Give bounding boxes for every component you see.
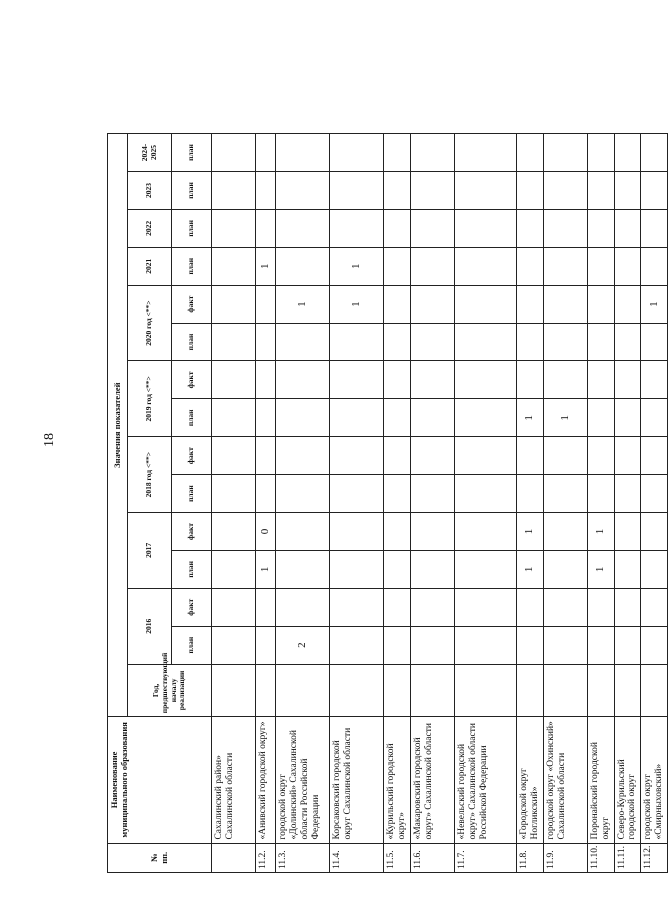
value-cell: [516, 134, 543, 172]
municipality-name: «Макаровский городской округ» Сахалинской области: [410, 717, 454, 843]
value-cell: [410, 285, 454, 323]
value-cell: [410, 475, 454, 513]
value-cell: [641, 172, 668, 210]
table-row: [614, 134, 641, 873]
header-values: Значения показателей: [108, 134, 128, 717]
value-cell: [614, 285, 641, 323]
value-cell: 1: [256, 550, 276, 588]
value-cell: [543, 323, 587, 361]
value-cell: [212, 399, 256, 437]
value-cell: [516, 209, 543, 247]
row-number: 11.2.: [256, 843, 276, 872]
value-cell: [330, 399, 384, 437]
row-number: 11.6.: [410, 843, 454, 872]
header-year-2017: 2017: [128, 513, 172, 589]
value-cell: [454, 664, 516, 717]
value-cell: [516, 626, 543, 664]
value-cell: [614, 172, 641, 210]
value-cell: 1: [256, 247, 276, 285]
value-cell: [587, 664, 614, 717]
value-cell: [614, 513, 641, 551]
value-cell: [330, 475, 384, 513]
value-cell: 1: [330, 285, 384, 323]
value-cell: 1: [587, 550, 614, 588]
value-cell: [454, 209, 516, 247]
value-cell: [587, 134, 614, 172]
value-cell: [330, 437, 384, 475]
value-cell: [641, 588, 668, 626]
value-cell: [384, 513, 411, 551]
value-cell: [516, 172, 543, 210]
table-row: [276, 134, 330, 873]
value-cell: [410, 172, 454, 210]
value-cell: [641, 550, 668, 588]
value-cell: [384, 323, 411, 361]
value-cell: [384, 172, 411, 210]
value-cell: [256, 134, 276, 172]
value-cell: [587, 588, 614, 626]
header-year-2021: 2021: [128, 247, 172, 285]
municipality-name: городской округ «Охинский» Сахалинской области: [543, 717, 587, 843]
value-cell: [543, 172, 587, 210]
value-cell: [212, 626, 256, 664]
value-cell: [410, 399, 454, 437]
value-cell: [543, 285, 587, 323]
value-cell: [212, 361, 256, 399]
value-cell: [516, 588, 543, 626]
value-cell: [330, 550, 384, 588]
value-cell: [410, 588, 454, 626]
value-cell: [212, 134, 256, 172]
header-plan-13: план: [172, 134, 212, 172]
header-year-2022: 2022: [128, 209, 172, 247]
value-cell: [330, 588, 384, 626]
value-cell: 1: [516, 550, 543, 588]
value-cell: [587, 285, 614, 323]
value-cell: 1: [276, 285, 330, 323]
value-cell: [516, 475, 543, 513]
value-cell: [276, 550, 330, 588]
value-cell: [587, 172, 614, 210]
header-year-2019: 2019 год <**>: [128, 361, 172, 437]
value-cell: [410, 134, 454, 172]
value-cell: [276, 399, 330, 437]
value-cell: [543, 247, 587, 285]
row-number: 11.5.: [384, 843, 411, 872]
value-cell: [614, 664, 641, 717]
value-cell: [454, 550, 516, 588]
value-cell: [641, 475, 668, 513]
value-cell: [454, 285, 516, 323]
value-cell: [641, 209, 668, 247]
value-cell: [410, 247, 454, 285]
header-year-2020: 2020 год <**>: [128, 285, 172, 361]
value-cell: [330, 513, 384, 551]
value-cell: [384, 626, 411, 664]
value-cell: [641, 399, 668, 437]
municipality-name: Поронайский городской округ: [587, 717, 614, 843]
value-cell: [330, 172, 384, 210]
value-cell: [212, 588, 256, 626]
value-cell: [516, 247, 543, 285]
value-cell: [543, 626, 587, 664]
value-cell: [330, 664, 384, 717]
value-cell: [587, 475, 614, 513]
value-cell: [516, 664, 543, 717]
value-cell: [587, 247, 614, 285]
value-cell: [276, 664, 330, 717]
value-cell: [454, 588, 516, 626]
value-cell: [410, 550, 454, 588]
value-cell: [454, 247, 516, 285]
row-number: 11.10.: [587, 843, 614, 872]
table-row: [454, 134, 516, 873]
value-cell: [641, 437, 668, 475]
value-cell: [614, 550, 641, 588]
value-cell: 1: [641, 285, 668, 323]
value-cell: [454, 626, 516, 664]
value-cell: [543, 437, 587, 475]
value-cell: [256, 285, 276, 323]
value-cell: 1: [516, 513, 543, 551]
row-number: 11.3.: [276, 843, 330, 872]
value-cell: [614, 475, 641, 513]
value-cell: [543, 588, 587, 626]
header-plan-12: план: [172, 172, 212, 210]
value-cell: [587, 209, 614, 247]
value-cell: [384, 247, 411, 285]
value-cell: [256, 399, 276, 437]
value-cell: [516, 285, 543, 323]
value-cell: [212, 550, 256, 588]
value-cell: [256, 664, 276, 717]
row-number: 11.7.: [454, 843, 516, 872]
value-cell: [330, 626, 384, 664]
value-cell: [543, 134, 587, 172]
page-number: 18: [42, 433, 57, 447]
municipality-name: городской округ «Долинский» Сахалинской области Российской Федерации: [276, 717, 330, 843]
header-fact-1: факт: [172, 588, 212, 626]
header-num: № пп.: [108, 843, 212, 872]
value-cell: [410, 626, 454, 664]
value-cell: [212, 247, 256, 285]
value-cell: [212, 513, 256, 551]
value-cell: [330, 209, 384, 247]
value-cell: [330, 361, 384, 399]
value-cell: [256, 361, 276, 399]
table-row: [330, 134, 384, 873]
value-cell: [454, 134, 516, 172]
value-cell: [614, 588, 641, 626]
value-cell: [614, 399, 641, 437]
value-cell: [410, 664, 454, 717]
value-cell: [516, 323, 543, 361]
value-cell: [587, 437, 614, 475]
value-cell: [276, 209, 330, 247]
value-cell: [384, 285, 411, 323]
value-cell: [410, 361, 454, 399]
value-cell: [276, 134, 330, 172]
row-number: 11.12.: [641, 843, 668, 872]
municipality-name: Сахалинский район» Сахалинской области: [212, 717, 256, 843]
value-cell: [212, 323, 256, 361]
value-cell: [276, 323, 330, 361]
header-plan-10: план: [172, 247, 212, 285]
value-cell: [454, 513, 516, 551]
value-cell: [641, 513, 668, 551]
value-cell: [543, 361, 587, 399]
header-year-2016: 2016: [128, 588, 172, 664]
header-year-2023: 2023: [128, 172, 172, 210]
value-cell: [410, 437, 454, 475]
value-cell: 1: [516, 399, 543, 437]
value-cell: [614, 437, 641, 475]
header-name: Наименование муниципального образования: [108, 717, 212, 843]
header-year-2024-2025: 2024-2025: [128, 134, 172, 172]
value-cell: [454, 361, 516, 399]
value-cell: [454, 399, 516, 437]
value-cell: [256, 172, 276, 210]
value-cell: [516, 361, 543, 399]
municipality-name: Северо-Курильский городской округ: [614, 717, 641, 843]
value-cell: [384, 588, 411, 626]
value-cell: 0: [256, 513, 276, 551]
municipality-name: «Анивский городской округ»: [256, 717, 276, 843]
value-cell: [276, 361, 330, 399]
municipality-name: городской округ «Смирныховский»: [641, 717, 668, 843]
value-cell: [641, 323, 668, 361]
table-row: [256, 134, 276, 873]
value-cell: [276, 247, 330, 285]
value-cell: [256, 475, 276, 513]
table-row: [212, 134, 256, 873]
value-cell: [212, 664, 256, 717]
indicators-table: [107, 133, 668, 873]
municipality-name: «Невельский городской округ» Сахалинской области Российской Федерации: [454, 717, 516, 843]
table-row: [410, 134, 454, 873]
header-plan-8: план: [172, 323, 212, 361]
value-cell: [587, 399, 614, 437]
header-fact-5: факт: [172, 437, 212, 475]
municipality-name: Корсаковский городской округ Сахалинской области: [330, 717, 384, 843]
value-cell: [543, 550, 587, 588]
municipality-name: «Городской округ Ногликский»: [516, 717, 543, 843]
value-cell: [212, 285, 256, 323]
value-cell: [276, 437, 330, 475]
value-cell: 2: [276, 626, 330, 664]
value-cell: [587, 626, 614, 664]
value-cell: [587, 323, 614, 361]
header-fact-7: факт: [172, 361, 212, 399]
value-cell: [212, 475, 256, 513]
value-cell: [212, 172, 256, 210]
value-cell: [454, 323, 516, 361]
value-cell: [516, 437, 543, 475]
value-cell: [276, 475, 330, 513]
header-prev-year: Год, предшествующий началу реализации: [128, 664, 212, 717]
value-cell: [384, 399, 411, 437]
rotated-table-container: [107, 133, 665, 873]
value-cell: [276, 513, 330, 551]
header-fact-9: факт: [172, 285, 212, 323]
value-cell: [641, 361, 668, 399]
value-cell: [587, 361, 614, 399]
value-cell: [641, 664, 668, 717]
value-cell: [641, 247, 668, 285]
value-cell: [410, 209, 454, 247]
value-cell: 1: [330, 247, 384, 285]
value-cell: [543, 513, 587, 551]
value-cell: [410, 513, 454, 551]
value-cell: [641, 134, 668, 172]
value-cell: [276, 588, 330, 626]
value-cell: [454, 437, 516, 475]
value-cell: [384, 361, 411, 399]
value-cell: [384, 134, 411, 172]
header-plan-6: план: [172, 399, 212, 437]
value-cell: [614, 323, 641, 361]
row-number: 11.4.: [330, 843, 384, 872]
value-cell: [256, 588, 276, 626]
value-cell: [543, 475, 587, 513]
value-cell: [454, 475, 516, 513]
value-cell: [641, 626, 668, 664]
value-cell: [614, 626, 641, 664]
value-cell: [543, 209, 587, 247]
value-cell: [410, 323, 454, 361]
row-number: 11.9.: [543, 843, 587, 872]
row-number: 11.8.: [516, 843, 543, 872]
value-cell: [256, 209, 276, 247]
value-cell: [384, 664, 411, 717]
value-cell: [212, 437, 256, 475]
header-plan-2: план: [172, 550, 212, 588]
value-cell: [384, 550, 411, 588]
value-cell: 1: [587, 513, 614, 551]
value-cell: [543, 664, 587, 717]
value-cell: [384, 475, 411, 513]
value-cell: [276, 172, 330, 210]
value-cell: [614, 134, 641, 172]
value-cell: [384, 209, 411, 247]
value-cell: [614, 361, 641, 399]
header-plan-11: план: [172, 209, 212, 247]
value-cell: [256, 626, 276, 664]
value-cell: [256, 323, 276, 361]
table-row: [384, 134, 411, 873]
table-row: [543, 134, 587, 873]
municipality-name: «Курильский городской округ»: [384, 717, 411, 843]
header-plan-0: план: [172, 626, 212, 664]
row-number: 11.11.: [614, 843, 641, 872]
header-fact-3: факт: [172, 513, 212, 551]
table-row: [587, 134, 614, 873]
value-cell: [614, 209, 641, 247]
value-cell: [614, 247, 641, 285]
value-cell: [454, 172, 516, 210]
header-plan-4: план: [172, 475, 212, 513]
value-cell: [330, 134, 384, 172]
value-cell: [212, 209, 256, 247]
table-row: [516, 134, 543, 873]
value-cell: 1: [543, 399, 587, 437]
row-number: [212, 843, 256, 872]
value-cell: [256, 437, 276, 475]
value-cell: [330, 323, 384, 361]
table-row: [641, 134, 668, 873]
value-cell: [384, 437, 411, 475]
header-year-2018: 2018 год <**>: [128, 437, 172, 513]
